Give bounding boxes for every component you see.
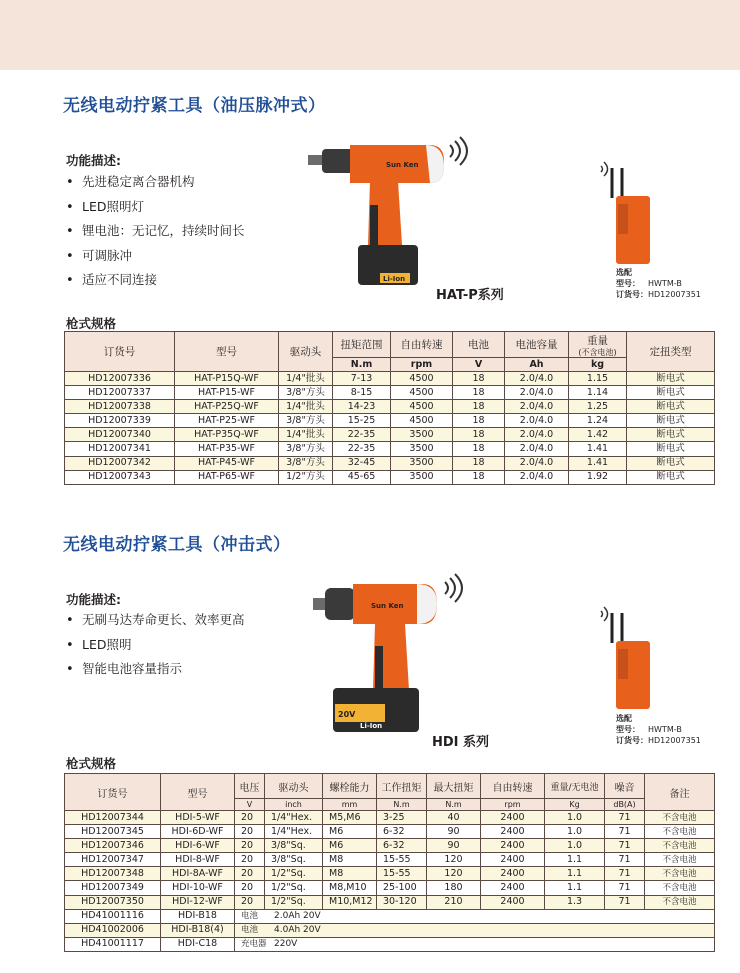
table-cell: M8: [323, 853, 377, 867]
section2-spec-table: [64, 773, 715, 952]
table-cell: 1.0: [545, 839, 605, 853]
table-cell: 6-32: [377, 825, 427, 839]
table-cell: 14-23: [333, 400, 391, 414]
table-cell: M8: [323, 867, 377, 881]
table-cell: 120: [427, 853, 481, 867]
table-cell: 90: [427, 825, 481, 839]
section2-title: 无线电动拧紧工具（冲击式）: [63, 535, 291, 555]
col-header: [569, 332, 627, 358]
col-header: 自由转速: [481, 774, 545, 799]
col-header: 扭矩范围: [333, 332, 391, 358]
table-cell: 180: [427, 881, 481, 895]
table-cell: HD12007338: [65, 400, 175, 414]
col-header: 电池容量: [505, 332, 569, 358]
table-cell: 2.0/4.0: [505, 400, 569, 414]
table-row: [65, 414, 715, 428]
table-cell: HD12007336: [65, 372, 175, 386]
table-cell: 1/2"Sq.: [265, 881, 323, 895]
table-cell: HD12007350: [65, 895, 161, 909]
table-cell: 8-15: [333, 386, 391, 400]
feature-item: • 无刷马达寿命更长、效率更高: [66, 610, 245, 635]
table-cell: [235, 923, 715, 937]
pulse-tool-image: [300, 135, 480, 305]
table-cell: HD12007337: [65, 386, 175, 400]
table-row: [65, 372, 715, 386]
battery-label: Li-Ion: [383, 275, 406, 283]
table-cell: 1.15: [569, 372, 627, 386]
table-cell: 18: [453, 456, 505, 470]
table-cell: 断电式: [627, 442, 715, 456]
table-cell: 20: [235, 867, 265, 881]
table-cell: 45-65: [333, 470, 391, 484]
section1-title: 无线电动拧紧工具（油压脉冲式）: [63, 96, 326, 116]
section1-accessory-caption: [616, 267, 701, 300]
section2-series-label: HDI 系列: [432, 735, 490, 750]
feature-item: • 锂电池：无记忆，持续时间长: [66, 221, 245, 246]
table-cell: 15-25: [333, 414, 391, 428]
table-row: [65, 839, 715, 853]
item-spec: 220V: [274, 939, 298, 950]
table-cell: 1.42: [569, 428, 627, 442]
table-row: [65, 923, 715, 937]
table-cell: HAT-P25Q-WF: [175, 400, 279, 414]
table-cell: 1.0: [545, 811, 605, 825]
table-cell: 3/8"方头: [279, 456, 333, 470]
table-cell: HAT-P65-WF: [175, 470, 279, 484]
table-cell: HD12007347: [65, 853, 161, 867]
table-cell: HDI-8-WF: [161, 853, 235, 867]
col-header: 型号: [161, 774, 235, 811]
table-cell: 20: [235, 895, 265, 909]
table-cell: 不含电池: [645, 881, 715, 895]
table-row: [65, 867, 715, 881]
table-cell: 断电式: [627, 456, 715, 470]
table-cell: HD12007346: [65, 839, 161, 853]
table-cell: 71: [605, 839, 645, 853]
table-row: [65, 825, 715, 839]
wireless-signal-icon: [601, 162, 608, 176]
item-type: 充电器: [241, 939, 267, 950]
table-cell: HDI-5-WF: [161, 811, 235, 825]
table-cell: 22-35: [333, 428, 391, 442]
col-header: 驱动头: [265, 774, 323, 799]
table-cell: HDI-B18: [161, 909, 235, 923]
table-cell: 3-25: [377, 811, 427, 825]
table-cell: 3/8"方头: [279, 414, 333, 428]
table-row: [65, 881, 715, 895]
tool-brand: Sun Ken: [386, 161, 419, 169]
col-header: 电压: [235, 774, 265, 799]
weight-header: 重量: [587, 334, 608, 347]
table-cell: 3/8"Sq.: [265, 839, 323, 853]
table-cell: 断电式: [627, 400, 715, 414]
unit-header: V: [453, 358, 505, 372]
table-cell: HD12007348: [65, 867, 161, 881]
table-cell: 20: [235, 811, 265, 825]
table-cell: 18: [453, 400, 505, 414]
col-header: 工作扭矩: [377, 774, 427, 799]
unit-header: kg: [569, 358, 627, 372]
table-cell: HDI-B18(4): [161, 923, 235, 937]
table-cell: HDI-6D-WF: [161, 825, 235, 839]
section1-series-label: HAT-P系列: [436, 288, 504, 303]
table-cell: M6: [323, 839, 377, 853]
wireless-module-image: [598, 605, 658, 715]
table-cell: 7-13: [333, 372, 391, 386]
feature-item: • LED照明灯: [66, 197, 245, 222]
col-header: 驱动头: [279, 332, 333, 372]
table-cell: 1.0: [545, 825, 605, 839]
table-row: [65, 895, 715, 909]
table-cell: HAT-P25-WF: [175, 414, 279, 428]
table-cell: 2400: [481, 881, 545, 895]
table-cell: 3500: [391, 456, 453, 470]
table-cell: 22-35: [333, 442, 391, 456]
table-cell: 不含电池: [645, 811, 715, 825]
section2-spec-title: 枪式规格: [66, 756, 117, 771]
table-cell: 断电式: [627, 386, 715, 400]
col-header: 自由转速: [391, 332, 453, 358]
table-cell: 不含电池: [645, 839, 715, 853]
impact-tool-image: [305, 570, 475, 745]
table-cell: 2.0/4.0: [505, 470, 569, 484]
unit-header: N.m: [377, 799, 427, 811]
table-cell: HAT-P35-WF: [175, 442, 279, 456]
unit-header: inch: [265, 799, 323, 811]
table-cell: 2400: [481, 895, 545, 909]
table-cell: 4500: [391, 372, 453, 386]
table-cell: HD12007349: [65, 881, 161, 895]
table-cell: 20: [235, 825, 265, 839]
item-type: 电池: [241, 925, 259, 936]
table-cell: 1/4"Hex.: [265, 825, 323, 839]
weight-sub-header: (不含电池): [578, 347, 617, 357]
table-cell: 1.1: [545, 853, 605, 867]
table-cell: 断电式: [627, 414, 715, 428]
table-cell: HD12007339: [65, 414, 175, 428]
accessory-order-key: 订货号：: [616, 290, 648, 299]
unit-header: mm: [323, 799, 377, 811]
table-row: [65, 909, 715, 923]
table-cell: 1.41: [569, 456, 627, 470]
table-cell: 18: [453, 470, 505, 484]
table-cell: 不含电池: [645, 867, 715, 881]
accessory-order-no: HD12007351: [648, 290, 701, 299]
table-cell: 1/4"批头: [279, 372, 333, 386]
table-cell: 2.0/4.0: [505, 428, 569, 442]
table-cell: 71: [605, 853, 645, 867]
table-cell: 1/4"Hex.: [265, 811, 323, 825]
col-header: 备注: [645, 774, 715, 811]
table-cell: HD12007344: [65, 811, 161, 825]
battery-label: Li-Ion: [360, 722, 383, 730]
table-cell: 1.14: [569, 386, 627, 400]
table-cell: 30-120: [377, 895, 427, 909]
accessory-model-key: 型号：: [616, 279, 640, 288]
table-row: [65, 456, 715, 470]
section2-features-list: [66, 610, 245, 684]
unit-header: N.m: [427, 799, 481, 811]
table-cell: 断电式: [627, 372, 715, 386]
table-cell: 40: [427, 811, 481, 825]
table-cell: 18: [453, 372, 505, 386]
table-row: [65, 811, 715, 825]
unit-header: dB(A): [605, 799, 645, 811]
table-cell: 2.0/4.0: [505, 386, 569, 400]
table-cell: HDI-8A-WF: [161, 867, 235, 881]
table-cell: HDI-10-WF: [161, 881, 235, 895]
table-cell: HD12007340: [65, 428, 175, 442]
table-cell: HDI-C18: [161, 937, 235, 951]
feature-item: • 智能电池容量指示: [66, 659, 245, 684]
table-cell: 18: [453, 442, 505, 456]
table-cell: 2400: [481, 867, 545, 881]
table-cell: 20: [235, 839, 265, 853]
table-row: [65, 400, 715, 414]
table-cell: 3500: [391, 428, 453, 442]
table-cell: 2400: [481, 853, 545, 867]
wireless-signal-icon: [601, 607, 608, 621]
wireless-signal-icon: [450, 137, 467, 165]
table-row: [65, 442, 715, 456]
table-cell: 20: [235, 881, 265, 895]
table-cell: 71: [605, 825, 645, 839]
table-cell: 1/2"Sq.: [265, 895, 323, 909]
table-cell: 6-32: [377, 839, 427, 853]
table-cell: 15-55: [377, 867, 427, 881]
table-cell: 25-100: [377, 881, 427, 895]
battery-volt: 20V: [338, 710, 356, 719]
table-cell: [235, 909, 715, 923]
table-cell: 断电式: [627, 428, 715, 442]
table-cell: 71: [605, 881, 645, 895]
feature-item: • 可调脉冲: [66, 246, 245, 271]
table-cell: 20: [235, 853, 265, 867]
table-cell: 18: [453, 386, 505, 400]
table-cell: 不含电池: [645, 825, 715, 839]
section1-features-list: [66, 172, 245, 295]
table-cell: HD12007343: [65, 470, 175, 484]
col-header: 螺栓能力: [323, 774, 377, 799]
table-cell: HAT-P15-WF: [175, 386, 279, 400]
section1-features-title: 功能描述:: [66, 153, 121, 168]
table-cell: 3/8"Sq.: [265, 853, 323, 867]
unit-header: Kg: [545, 799, 605, 811]
table-cell: 1.24: [569, 414, 627, 428]
table-cell: 4500: [391, 386, 453, 400]
table-cell: M5,M6: [323, 811, 377, 825]
table-cell: M10,M12: [323, 895, 377, 909]
table-cell: 4500: [391, 414, 453, 428]
unit-header: rpm: [481, 799, 545, 811]
col-header: 噪音: [605, 774, 645, 799]
col-header: 最大扭矩: [427, 774, 481, 799]
table-cell: 2400: [481, 839, 545, 853]
table-cell: M6: [323, 825, 377, 839]
table-cell: 18: [453, 428, 505, 442]
table-cell: 15-55: [377, 853, 427, 867]
table-cell: M8,M10: [323, 881, 377, 895]
table-cell: HD41001117: [65, 937, 161, 951]
table-cell: 1.41: [569, 442, 627, 456]
table-cell: 3/8"方头: [279, 442, 333, 456]
table-cell: HD12007341: [65, 442, 175, 456]
table-cell: 3/8"方头: [279, 386, 333, 400]
wireless-signal-icon: [445, 574, 462, 602]
table-row: [65, 470, 715, 484]
unit-header: rpm: [391, 358, 453, 372]
table-cell: 不含电池: [645, 895, 715, 909]
accessory-select-label: 选配: [616, 714, 632, 723]
table-cell: 1/2"方头: [279, 470, 333, 484]
item-spec: 4.0Ah 20V: [274, 925, 321, 936]
col-header: 型号: [175, 332, 279, 372]
table-cell: 1/4"批头: [279, 400, 333, 414]
accessory-select-label: 选配: [616, 268, 632, 277]
section2-accessory-caption: [616, 713, 701, 746]
table-cell: 71: [605, 867, 645, 881]
table-cell: 3500: [391, 470, 453, 484]
table-row: [65, 937, 715, 951]
accessory-order-key: 订货号：: [616, 736, 648, 745]
table-cell: HAT-P15Q-WF: [175, 372, 279, 386]
table-cell: [235, 937, 715, 951]
table-cell: 4500: [391, 400, 453, 414]
table-cell: 1.92: [569, 470, 627, 484]
section1-spec-table: [64, 331, 715, 485]
table-cell: 1.25: [569, 400, 627, 414]
table-cell: 120: [427, 867, 481, 881]
table-cell: 3500: [391, 442, 453, 456]
table-cell: 2.0/4.0: [505, 442, 569, 456]
table-row: [65, 853, 715, 867]
table-cell: HD12007345: [65, 825, 161, 839]
table-cell: HD41002006: [65, 923, 161, 937]
col-header: 订货号: [65, 774, 161, 811]
table-cell: 90: [427, 839, 481, 853]
table-cell: 2.0/4.0: [505, 414, 569, 428]
accessory-model-key: 型号：: [616, 725, 640, 734]
table-cell: 32-45: [333, 456, 391, 470]
table-cell: 71: [605, 895, 645, 909]
table-cell: 18: [453, 414, 505, 428]
table-row: [65, 428, 715, 442]
col-header: 定扭类型: [627, 332, 715, 372]
table-cell: 71: [605, 811, 645, 825]
table-cell: HDI-12-WF: [161, 895, 235, 909]
table-cell: 不含电池: [645, 853, 715, 867]
header-band: [0, 0, 740, 70]
table-row: [65, 386, 715, 400]
item-type: 电池: [241, 911, 259, 922]
table-cell: 1.1: [545, 867, 605, 881]
table-cell: 2400: [481, 811, 545, 825]
table-cell: 2.0/4.0: [505, 456, 569, 470]
item-spec: 2.0Ah 20V: [274, 911, 321, 922]
table-cell: 210: [427, 895, 481, 909]
col-header: 电池: [453, 332, 505, 358]
table-cell: HAT-P45-WF: [175, 456, 279, 470]
unit-header: Ah: [505, 358, 569, 372]
table-cell: 1/4"批头: [279, 428, 333, 442]
table-cell: HDI-6-WF: [161, 839, 235, 853]
table-cell: HD12007342: [65, 456, 175, 470]
table-cell: 2400: [481, 825, 545, 839]
accessory-model: HWTM-B: [648, 725, 682, 734]
wireless-module-image: [598, 160, 658, 270]
unit-header: V: [235, 799, 265, 811]
tool-brand: Sun Ken: [371, 602, 404, 610]
feature-item: • 适应不同连接: [66, 270, 245, 295]
accessory-model: HWTM-B: [648, 279, 682, 288]
table-cell: 1.1: [545, 881, 605, 895]
table-cell: HD41001116: [65, 909, 161, 923]
unit-header: N.m: [333, 358, 391, 372]
accessory-order-no: HD12007351: [648, 736, 701, 745]
feature-item: • 先进稳定离合器机构: [66, 172, 245, 197]
table-cell: 2.0/4.0: [505, 372, 569, 386]
col-header: 订货号: [65, 332, 175, 372]
table-cell: HAT-P35Q-WF: [175, 428, 279, 442]
col-header: 重量/无电池: [545, 774, 605, 799]
table-cell: 1/2"Sq.: [265, 867, 323, 881]
table-cell: 1.3: [545, 895, 605, 909]
feature-item: • LED照明: [66, 635, 245, 660]
section1-spec-title: 枪式规格: [66, 316, 117, 331]
table-cell: 断电式: [627, 470, 715, 484]
section2-features-title: 功能描述:: [66, 592, 121, 607]
